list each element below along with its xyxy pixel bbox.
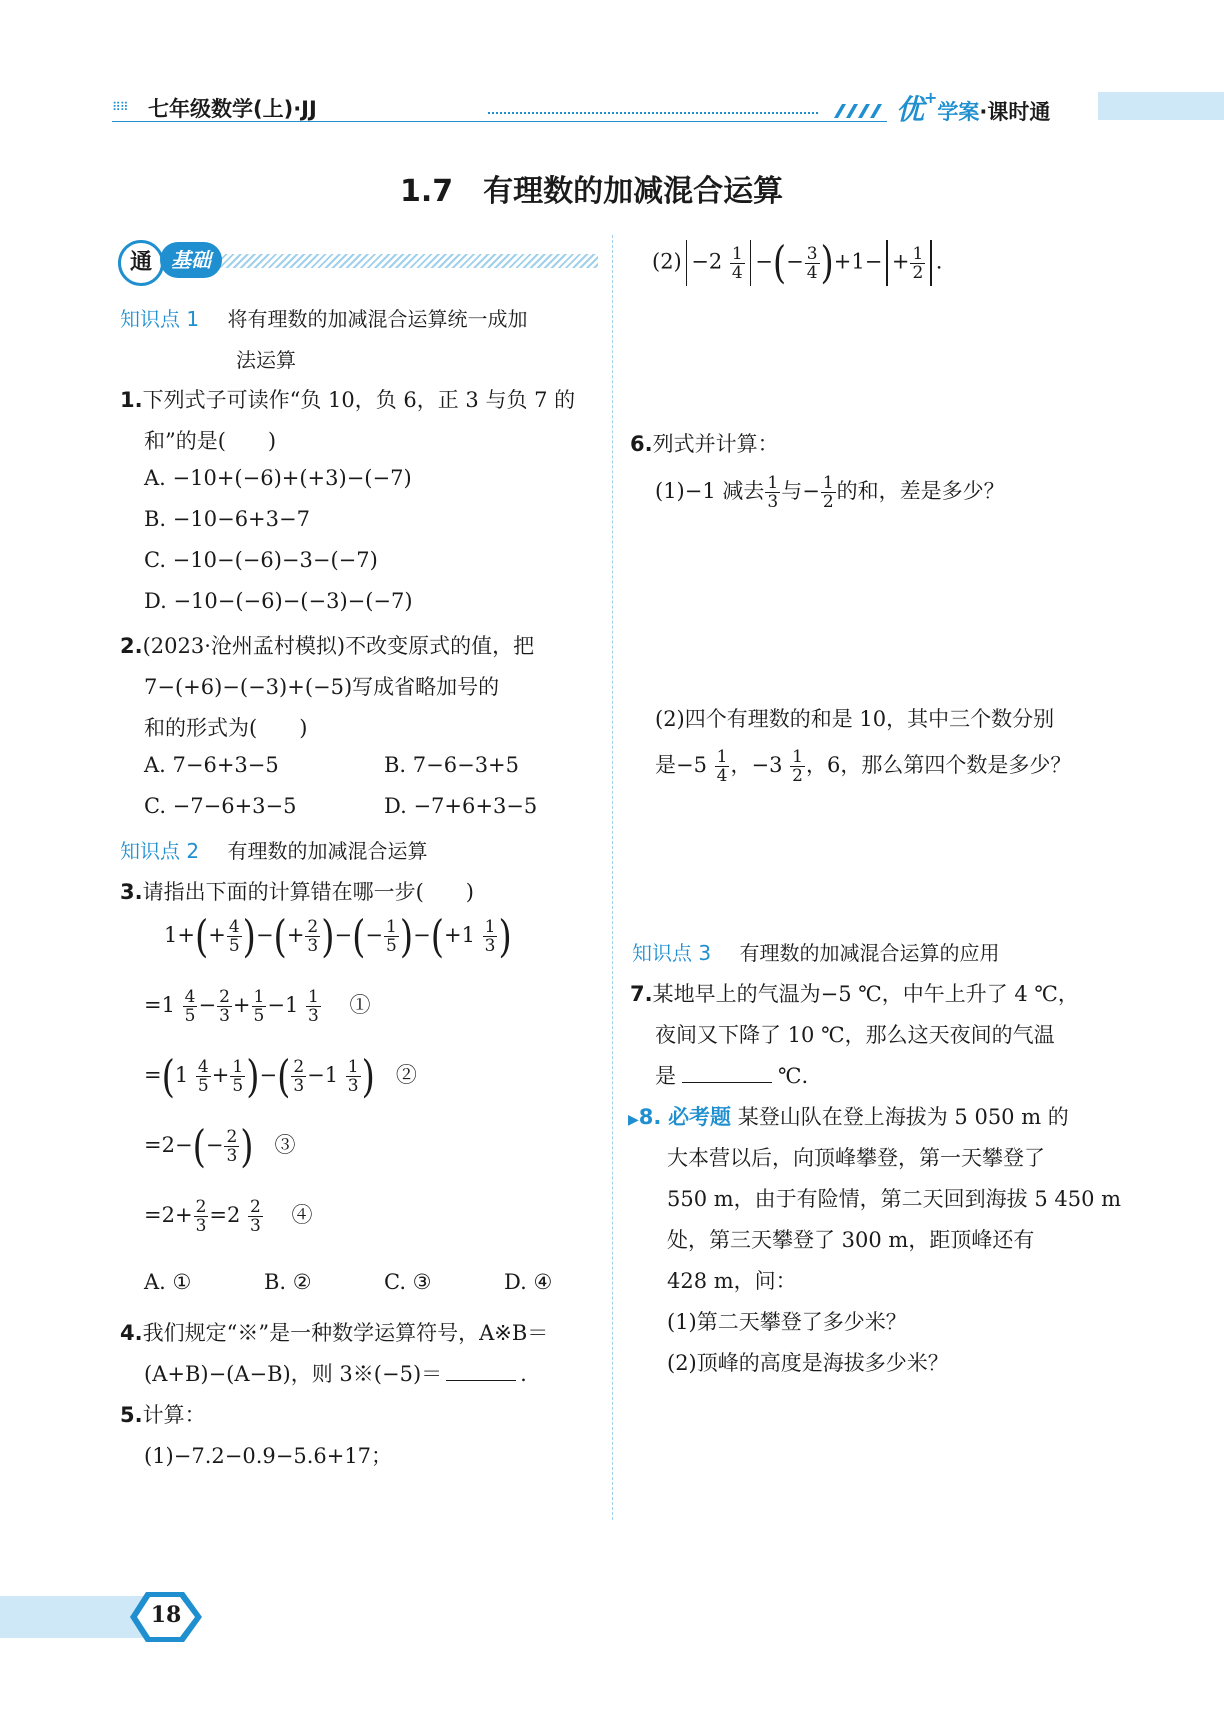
q2-line3 [144,712,307,742]
q8-line2: 大本营以后，向顶峰攀登，第一天攀登了 [667,1146,1045,1170]
q3-step1-marker: ① [349,993,371,1017]
q8-line1 [628,1101,1069,1131]
q4-end: . [520,1362,527,1386]
kp2-text: 有理数的加减混合运算 [227,839,428,863]
header-slash-icon [826,100,886,120]
q6-p1c: 的和，差是多少？ [836,479,1005,503]
q4-text1: 我们规定“※”是一种数学运算符号，A※B＝ [142,1321,549,1345]
q1-option-b[interactable]: B. −10−6+3−7 [144,507,310,531]
q2-option-b[interactable]: B. 7−6−3+5 [384,753,520,777]
q7-text3b: ℃. [778,1064,809,1088]
q8-line3: 550 m，由于有险情，第二天回到海拔 5 450 m [667,1187,1122,1211]
q3-step2: =(1 $\frac{4}{5}$ + $\frac{1}{5}$ )−( $\frac{2}{3}$ −1 $\frac{1}{3}$ ) ② [144,1050,417,1103]
brand-title: 课时通 [987,100,1051,124]
header-dotted-line [488,112,818,114]
q8-sub2: (2)顶峰的高度是海拔多少米？ [667,1351,949,1375]
q7-answer-blank[interactable] [682,1062,772,1083]
q1-text2: 和”的是( ) [144,429,277,453]
q2-option-a[interactable]: A. 7−6+3−5 [144,753,279,777]
q2-option-c[interactable]: C. −7−6+3−5 [144,794,297,818]
q3-number: 3. [120,880,143,904]
q1-option-c[interactable]: C. −10−(−6)−3−(−7) [144,548,378,572]
q3-option-b[interactable]: B. ② [264,1270,312,1294]
q8-arrow-icon: ▶ [628,1112,639,1128]
q3-step1: =1 $\frac{4}{5}$ − $\frac{2}{3}$ + $\frac{1}{5}$ −1 $\frac{1}{3}$ ① [144,987,371,1026]
q2-line1 [120,630,534,660]
header-color-band [1098,92,1224,120]
q6-p1a: (1)−1 减去 [655,479,765,503]
brand-xuean: 学案 [937,100,980,124]
column-divider [612,235,613,1520]
q7-line3 [655,1060,808,1090]
q8-tag: 必考题 [668,1105,732,1129]
header-brand [896,88,1050,128]
q3-expression: 1+(+ $\frac{4}{5}$ )−(+ $\frac{2}{3}$ )−(− $\frac{1}{5}$ )−(+1 $\frac{1}{3}$ ) [164,910,512,963]
banner-badge: 通 [118,240,164,286]
knowledge-point-2 [120,835,427,864]
basics-banner [118,240,598,282]
q1-line2 [144,425,276,455]
q6-number: 6. [630,432,653,456]
q3-step3-marker: ③ [274,1133,296,1157]
q8-sub1: (1)第二天攀登了多少米？ [667,1310,907,1334]
q6-part2-line1: (2)四个有理数的和是 10，其中三个数分别 [655,707,1055,731]
q1-line1 [120,384,575,414]
knowledge-point-1 [120,303,527,332]
q3-option-a[interactable]: A. ① [144,1270,192,1294]
q2-option-d[interactable]: D. −7+6+3−5 [384,794,538,818]
q7-text3a: 是 [655,1064,676,1088]
q5-part2: (2) −2 $\frac{1}{4}$ −(− $\frac{3}{4}$ )+1− + $\frac{1}{2}$ . [652,237,943,289]
banner-stripes [218,254,598,268]
brand-dot: · [979,100,988,124]
q8-line5: 428 m，问： [667,1269,797,1293]
q4-line2 [144,1358,527,1388]
q8-number: 8. [638,1105,662,1129]
brand-you: 优 [896,93,925,126]
q3-step2-marker: ② [395,1063,417,1087]
header-left-title: 七年级数学(上)·JJ [148,97,317,121]
q5-text1: 计算： [142,1403,206,1427]
q7-line1 [630,978,1079,1008]
kp1-text2-line [236,344,296,373]
q4-text2: (A+B)−(A−B)，则 3※(−5)＝ [144,1362,443,1386]
q3-option-d[interactable]: D. ④ [504,1270,553,1294]
page-number: 18 [150,1602,182,1628]
q5-part2-prefix: (2) [652,249,682,274]
knowledge-point-3 [632,937,999,966]
q3-step4-marker: ④ [291,1203,313,1227]
q3-step4: =2+ $\frac{2}{3}$ =2 $\frac{2}{3}$ ④ [144,1197,313,1236]
q6-text1: 列式并计算： [652,432,779,456]
q7-number: 7. [630,982,653,1006]
q3-option-c[interactable]: C. ③ [384,1270,432,1294]
kp2-label: 知识点 2 [120,839,200,863]
header-underline [112,121,887,122]
q1-option-d[interactable]: D. −10−(−6)−(−3)−(−7) [144,589,413,613]
q6-p1b: 与− [781,479,820,503]
kp1-text1: 将有理数的加减混合运算统一成加 [227,307,528,331]
q2-text3: 和的形式为( ) [144,716,308,740]
q8-text1: 某登山队在登上海拔为 5 050 m 的 [737,1105,1069,1129]
q6-part2-line2: 是−5 $\frac{1}{4}$ ，−3 $\frac{1}{2}$ ，6，那么第四个数是多少？ [655,747,1072,786]
q5-part1: (1)−7.2−0.9−5.6+17； [144,1444,393,1468]
q8-line4: 处，第三天攀登了 300 m，距顶峰还有 [667,1228,1035,1252]
q6-line1 [630,428,779,458]
kp3-label: 知识点 3 [632,941,712,965]
q2-text2: 7−(+6)−(−3)+(−5)写成省略加号的 [144,675,500,699]
q5-number: 5. [120,1403,143,1427]
kp1-label: 知识点 1 [120,307,200,331]
q4-line1 [120,1317,548,1347]
q3-text1: 请指出下面的计算错在哪一步( ) [142,880,474,904]
header [0,0,1224,135]
kp3-text: 有理数的加减混合运算的应用 [739,941,1000,965]
q6-p2c: ，6，那么第四个数是多少？ [805,753,1072,777]
section-title: 1.7 有理数的加减混合运算 [400,174,784,209]
q2-text1: (2023·沧州孟村模拟)不改变原式的值，把 [142,634,535,658]
kp1-text2: 法运算 [236,348,296,372]
q6-part1: (1)−1 减去 $\frac{1}{3}$ 与− $\frac{1}{2}$ 的和，差是多少？ [655,473,1005,512]
q6-p2a: 是−5 [655,753,707,777]
q7-line2: 夜间又下降了 10 ℃，那么这天夜间的气温 [655,1023,1055,1047]
q4-answer-blank[interactable] [446,1360,516,1381]
q4-number: 4. [120,1321,143,1345]
q1-text1: 下列式子可读作“负 10，负 6，正 3 与负 7 的 [142,388,576,412]
q3-step3: =2−(− $\frac{2}{3}$ ) ③ [144,1120,296,1173]
q1-option-a[interactable]: A. −10+(−6)+(+3)−(−7) [144,466,412,490]
q1-number: 1. [120,388,143,412]
header-grid-icon: ⠿⠿ [112,100,128,114]
q2-number: 2. [120,634,143,658]
q7-text1: 某地早上的气温为−5 ℃，中午上升了 4 ℃， [652,982,1079,1006]
q2-line2 [144,671,499,701]
banner-label: 基础 [160,242,222,278]
q6-p2b: ，−3 [730,753,783,777]
q3-line1 [120,876,474,906]
brand-plus: + [924,88,938,107]
q5-line1 [120,1399,206,1429]
